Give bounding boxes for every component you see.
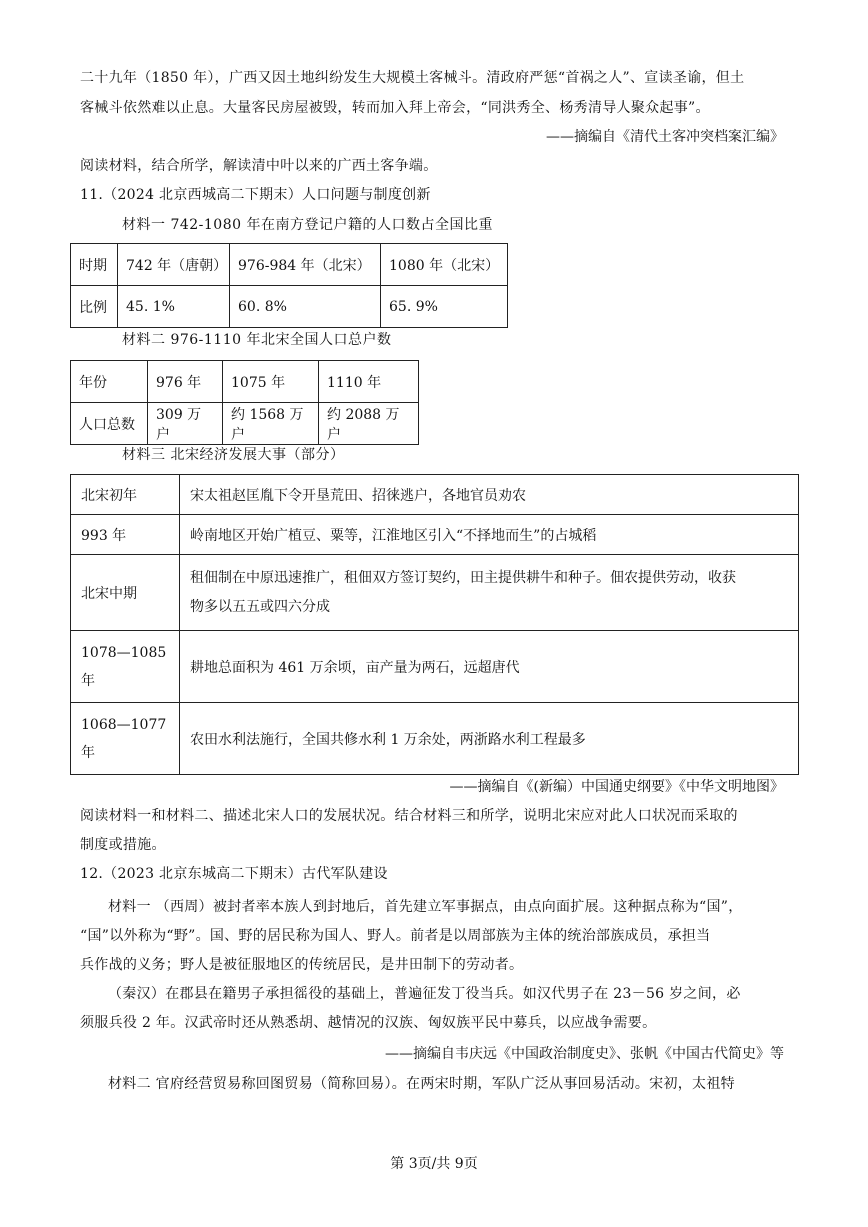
question-task: 阅读材料一和材料二、描述北宋人口的发展状况。结合材料三和所学，说明北宋应对此人口状况而采取的	[80, 808, 738, 824]
table-cell-event: 农田水利法施行，全国共修水利 1 万余处，两浙路水利工程最多	[180, 703, 799, 775]
table-row	[71, 403, 419, 445]
source-citation: ——摘编自《(新编）中国通史纲要》《中华文明地图》	[449, 779, 784, 795]
table-cell-event: 耕地总面积为 461 万余顷，亩产量为两石，远超唐代	[180, 631, 799, 703]
table-song-economy-events	[70, 474, 799, 775]
time-line: 年	[81, 672, 95, 689]
table-cell: 309 万户	[148, 403, 223, 445]
material-line: 兵作战的义务；野人是被征服地区的传统居民，是井田制下的劳动者。	[80, 957, 524, 973]
table-cell-event: 岭南地区开始广植豆、粟等，江淮地区引入“不择地而生”的占城稻	[180, 515, 799, 555]
event-line: 物多以五五或四六分成	[190, 598, 330, 615]
material-line: 材料二 官府经营贸易称回图贸易（简称回易）。在两宋时期，军队广泛从事回易活动。宋初，太祖特	[108, 1076, 735, 1092]
question-11-title: 11.（2024 北京西城高二下期末）人口问题与制度创新	[80, 187, 431, 203]
source-citation: ——摘编自《清代土客冲突档案汇编》	[546, 129, 784, 145]
table-cell: 60. 8%	[230, 286, 381, 328]
table-cell-time	[71, 631, 180, 703]
table-cell: 65. 9%	[381, 286, 508, 328]
table-cell: 742 年（唐朝）	[118, 244, 230, 286]
table-cell: 比例	[71, 286, 118, 328]
paragraph-line: 客械斗依然难以止息。大量客民房屋被毁，转而加入拜上帝会，“同洪秀全、杨秀清导人聚众起事”。	[80, 100, 710, 116]
table-cell: 1110 年	[319, 361, 419, 403]
material-line: （秦汉）在郡县在籍男子承担徭役的基础上，普遍征发丁役当兵。如汉代男子在 23－56 岁之间，必	[108, 986, 741, 1002]
table-cell: 人口总数	[71, 403, 148, 445]
question-task: 制度或措施。	[80, 837, 166, 853]
table-cell-time: 北宋初年	[71, 475, 180, 515]
table-cell: 976 年	[148, 361, 223, 403]
time-line: 1078—1085	[81, 644, 167, 661]
question-task: 阅读材料，结合所学，解读清中叶以来的广西土客争端。	[80, 158, 438, 174]
page-number: 第 3页/共 9页	[390, 1156, 478, 1172]
paragraph-line: 二十九年（1850 年），广西又因土地纠纷发生大规模土客械斗。清政府严惩“首祸之人”、宣读圣谕，但土	[80, 70, 745, 86]
table-cell: 约 2088 万户	[319, 403, 419, 445]
table-row	[71, 475, 799, 515]
table-cell-time: 993 年	[71, 515, 180, 555]
table-row	[71, 555, 799, 631]
table-row	[71, 515, 799, 555]
table-row	[71, 361, 419, 403]
table-cell: 45. 1%	[118, 286, 230, 328]
time-line: 年	[81, 744, 95, 761]
table-cell-time	[71, 703, 180, 775]
material-line: 材料一 （西周）被封者率本族人到封地后，首先建立军事据点，由点向面扩展。这种据点称为“国”，	[108, 899, 743, 915]
material-line: “国”以外称为“野”。国、野的居民称为国人、野人。前者是以周部族为主体的统治部族成员，承担当	[80, 928, 711, 944]
table-cell-event: 宋太祖赵匡胤下令开垦荒田、招徕逃户，各地官员劝农	[180, 475, 799, 515]
table-cell: 1075 年	[223, 361, 319, 403]
table-row	[71, 286, 508, 328]
material-3-caption: 材料三 北宋经济发展大事（部分）	[122, 447, 345, 463]
table-south-population-ratio	[70, 243, 508, 328]
time-line: 1068—1077	[81, 716, 167, 733]
source-citation: ——摘编自韦庆远《中国政治制度史》、张帆《中国古代简史》等	[385, 1046, 784, 1062]
table-song-households	[70, 360, 419, 445]
material-2-caption: 材料二 976-1110 年北宋全国人口总户数	[122, 332, 392, 348]
table-cell: 年份	[71, 361, 148, 403]
table-cell: 976-984 年（北宋）	[230, 244, 381, 286]
table-row	[71, 244, 508, 286]
material-line: 须服兵役 2 年。汉武帝时还从熟悉胡、越情况的汉族、匈奴族平民中募兵，以应战争需要。	[80, 1015, 657, 1031]
table-cell: 约 1568 万户	[223, 403, 319, 445]
question-12-title: 12.（2023 北京东城高二下期末）古代军队建设	[80, 866, 388, 882]
event-line: 租佃制在中原迅速推广，租佃双方签订契约，田主提供耕牛和种子。佃农提供劳动，收获	[190, 569, 736, 586]
material-1-caption: 材料一 742-1080 年在南方登记户籍的人口数占全国比重	[122, 217, 493, 233]
table-cell-time: 北宋中期	[71, 555, 180, 631]
table-cell-event	[180, 555, 799, 631]
table-row	[71, 703, 799, 775]
table-row	[71, 631, 799, 703]
table-cell: 1080 年（北宋）	[381, 244, 508, 286]
table-cell: 时期	[71, 244, 118, 286]
